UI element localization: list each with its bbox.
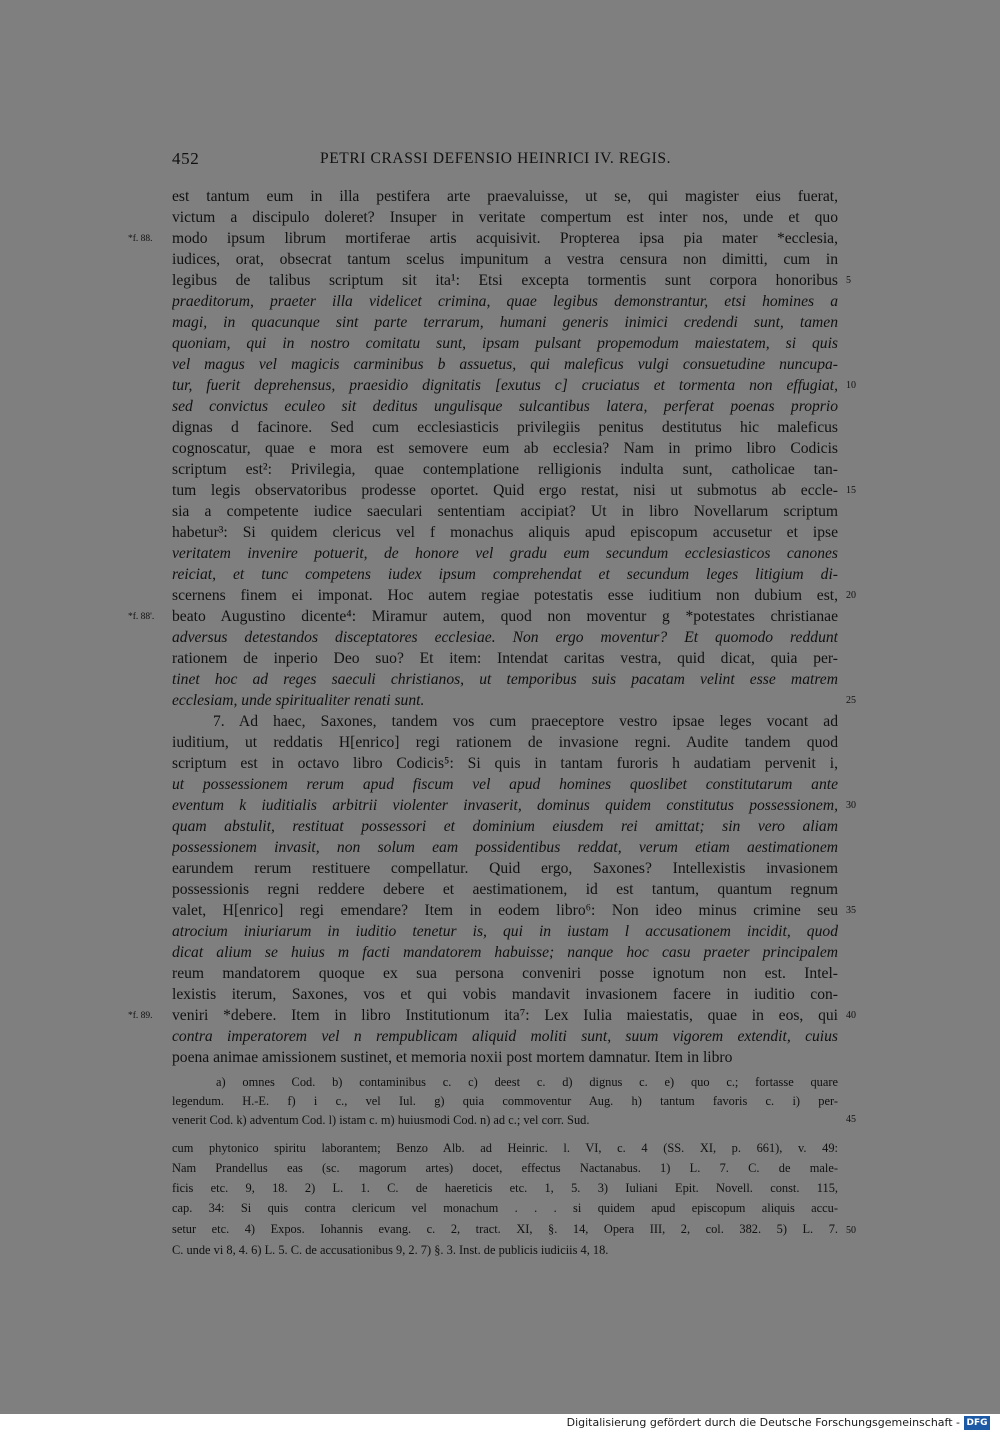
line-number: 35 [846, 905, 856, 916]
text-line: eventum k iuditialis arbitrii violenter invaserit, dominus quidem constitutus possessionem, [172, 797, 838, 814]
source-note-line: cap. 34: Si quis contra clericum vel monachum . . . si quidem apud episcopum aliquis accu- [172, 1201, 838, 1215]
text-line: ecclesiam, unde spiritualiter renati sunt. [172, 692, 425, 709]
text-line: tinet hoc ad reges saeculi christianos, ut temporibus suis pacatam velint esse matrem [172, 671, 838, 688]
text-line: contra imperatorem vel n rempublicam aliquid moliti sunt, suum vigorem extendit, cuius [172, 1028, 838, 1045]
text-line: possessionem invasit, non solum eam possidentibus reddat, verum etiam aestimationem [172, 839, 838, 856]
running-title: PETRI CRASSI DEFENSIO HEINRICI IV. REGIS. [320, 150, 672, 167]
text-line: earundem rerum restituere compellatur. Quid ergo, Saxones? Intellexistis invasionem [172, 860, 838, 877]
source-note-line: cum phytonico spiritu laborantem; Benzo Alb. ad Heinric. l. VI, c. 4 (SS. XI, p. 661), v. 49: [172, 1141, 838, 1155]
line-number: 50 [846, 1225, 856, 1236]
text-line: adversus detestandos disceptatores ecclesiae. Non ergo moventur? Et quomodo reddunt [172, 629, 838, 646]
running-header [172, 149, 840, 173]
source-note-line: ficis etc. 9, 18. 2) L. 1. C. de haereticis etc. 1, 5. 3) Iuliani Epit. Novell. const. 115, [172, 1181, 838, 1195]
text-line: poena animae amissionem sustinet, et memoria noxii post mortem damnatur. Item in libro [172, 1049, 733, 1066]
folio-mark: *f. 88. [128, 234, 153, 244]
text-line: rationem de inperio Deo suo? Et item: Intendat caritas vestra, quid dicat, quia per- [172, 650, 838, 667]
line-number: 40 [846, 1010, 856, 1021]
text-line: valet, H[enrico] regi emendare? Item in eodem libro⁶: Non ideo minus crimine seu [172, 902, 838, 919]
text-line: victum a discipulo doleret? Insuper in veritate compertum est inter nos, unde et quo [172, 209, 838, 226]
variant-note-line: venerit Cod. k) adventum Cod. l) istam c. m) huiusmodi Cod. n) ad c.; vel corr. Sud. [172, 1113, 590, 1127]
line-number: 10 [846, 380, 856, 391]
text-line: habetur³: Si quidem clericus vel f monachus aliquis apud episcopum accusetur et ipse [172, 524, 838, 541]
text-line: reiciat, et tunc competens iudex ipsum comprehendat et secundum leges litigium di- [172, 566, 838, 583]
line-number: 5 [846, 275, 851, 286]
variant-note-line: a) omnes Cod. b) contaminibus c. c) deest c. d) dignus c. e) quo c.; fortasse quare [216, 1075, 838, 1089]
text-line: sed convictus eculeo sit deditus ungulisque sulcantibus latera, perferat poenas proprio [172, 398, 838, 415]
text-line: 7. Ad haec, Saxones, tandem vos cum praeceptore vestro ipsae leges vocant ad [213, 713, 838, 730]
folio-mark: *f. 88'. [128, 612, 155, 622]
text-line: modo ipsum librum mortiferae artis acquisivit. Propterea ipsa pia mater *ecclesia, [172, 230, 838, 247]
text-line: lexistis iterum, Saxones, vos et qui vobis mandavit invasionem facere in iuditio con- [172, 986, 838, 1003]
line-number: 45 [846, 1114, 856, 1125]
text-line: ut possessionem rerum apud fiscum vel apud homines quoslibet constitutarum ante [172, 776, 838, 793]
text-line: beato Augustino dicente⁴: Miramur autem, quod non moventur g *potestates christianae [172, 608, 838, 625]
text-line: scriptum est in octavo libro Codicis⁵: Si quis in tantam furoris h audatiam pervenit i, [172, 755, 838, 772]
text-line: veniri *debere. Item in libro Institutionum ita⁷: Lex Iulia maiestatis, quae in eos, qui [172, 1007, 838, 1024]
text-line: tum legis observatoribus prodesse oportet. Quid ergo restat, nisi ut submotus ab eccle- [172, 482, 838, 499]
text-line: quam abstulit, restituat possessori et dominium eiusdem rei amittat; sin vero aliam [172, 818, 838, 835]
text-line: iuditium, ut reddatis H[enrico] regi rationem de invasione regni. Audite tandem quod [172, 734, 838, 751]
text-line: possessionis regni reddere debere et aestimationem, id est tantum, quantum regnum [172, 881, 838, 898]
line-number: 30 [846, 800, 856, 811]
text-line: scriptum est²: Privilegia, quae contemplatione relligionis indulta sunt, catholicae tan- [172, 461, 838, 478]
text-line: iudices, orat, obsecrat tantum scelus impunitum a vestra censura non dimitti, cum in [172, 251, 838, 268]
text-line: praeditorum, praeter illa videlicet crimina, quae legibus demonstrantur, etsi homines a [172, 293, 838, 310]
text-line: vel magus vel magicis carminibus b assuetus, qui maleficus vulgi consuetudine nuncupa- [172, 356, 838, 373]
source-note-line: C. unde vi 8, 4. 6) L. 5. C. de accusationibus 9, 2. 7) §. 3. Inst. de publicis iudiciis 4, 18. [172, 1243, 609, 1257]
text-line: scernens finem ei imponat. Hoc autem regiae potestatis esse iuditium non dubium est, [172, 587, 838, 604]
funding-credit: Digitalisierung gefördert durch die Deutsche Forschungsgemeinschaft - [566, 1416, 960, 1429]
source-note-line: Nam Prandellus eas (sc. magorum artes) docet, effectus Nactanabus. 1) L. 7. C. de male- [172, 1161, 838, 1175]
dfg-logo[interactable]: DFG [964, 1416, 990, 1430]
text-line: veritatem invenire potuerit, de honore vel gradu eum secundum ecclesiasticos canones [172, 545, 838, 562]
line-number: 20 [846, 590, 856, 601]
text-line: dicat alium se huius m facti mandatorem habuisse; nanque hoc casu praeter principalem [172, 944, 838, 961]
text-line: sia a competente iudice saeculari sententiam accipiat? Ut in libro Novellarum scriptum [172, 503, 838, 520]
text-line: cognoscatur, quae e mora est semovere eum ab ecclesia? Nam in primo libro Codicis [172, 440, 838, 457]
text-line: legibus de talibus scriptum sit ita¹: Etsi excepta tormentis sunt corpora honoribus [172, 272, 838, 289]
text-line: quoniam, qui in nostro comitatu sunt, ipsam pulsant propemodum maiestatem, si quis [172, 335, 838, 352]
variant-note-line: legendum. H.-E. f) i c., vel Iul. g) quia commoventur Aug. h) tantum favoris c. i) per- [172, 1094, 838, 1108]
text-line: magi, in quacunque sint parte terrarum, humani generis inimici credendi sunt, tamen [172, 314, 838, 331]
line-number: 25 [846, 695, 856, 706]
folio-mark: *f. 89. [128, 1011, 153, 1021]
footer-bar [0, 1414, 1000, 1434]
text-line: est tantum eum in illa pestifera arte praevaluisse, ut se, qui magister eius fuerat, [172, 188, 838, 205]
source-note-line: setur etc. 4) Expos. Iohannis evang. c. 2, tract. XI, §. 14, Opera III, 2, col. 382. 5) L. 7. [172, 1222, 838, 1236]
text-line: dignas d facinore. Sed cum ecclesiasticis privilegiis penitus destitutus hic maleficus [172, 419, 838, 436]
line-number: 15 [846, 485, 856, 496]
text-line: reum mandatorem quoque ex sua persona conveniri posse ignotum non est. Intel- [172, 965, 838, 982]
page-number: 452 [172, 149, 200, 168]
text-line: tur, fuerit deprehensus, praesidio dignitatis [exutus c] cruciatus et tormenta non effugiat, [172, 377, 838, 394]
text-line: atrocium iniuriarum in iuditio tenetur is, qui in iustam l accusationem incidit, quod [172, 923, 838, 940]
